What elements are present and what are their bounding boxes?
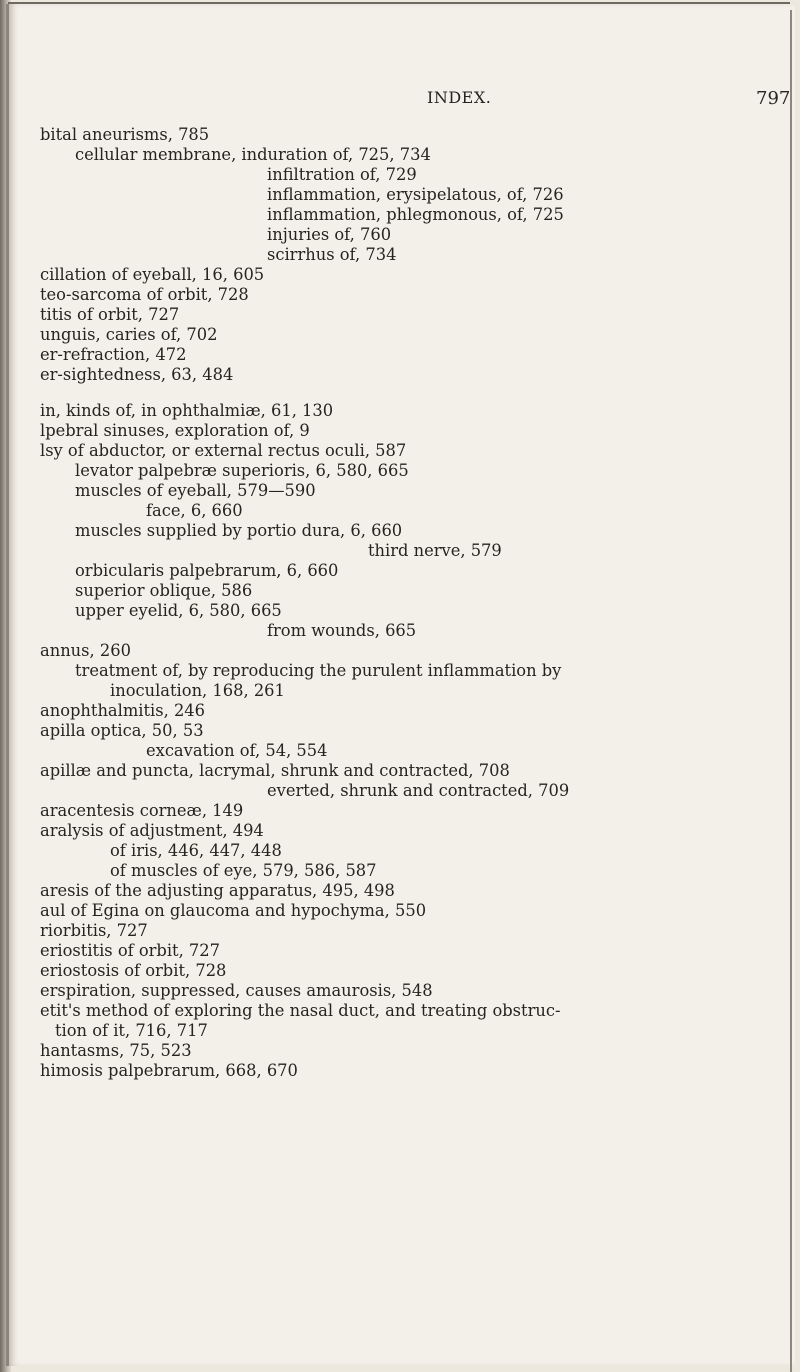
- index-entry: teo-sarcoma of orbit, 728: [40, 285, 249, 304]
- index-entry: lpebral sinuses, exploration of, 9: [40, 421, 310, 440]
- index-entry: er-refraction, 472: [40, 345, 187, 364]
- index-subentry: infiltration of, 729: [267, 165, 417, 184]
- index-entry: aracentesis corneæ, 149: [40, 801, 244, 820]
- index-entry: himosis palpebrarum, 668, 670: [40, 1061, 298, 1080]
- index-entry: apilla optica, 50, 53: [40, 721, 204, 740]
- index-subentry: of iris, 446, 447, 448: [110, 841, 282, 860]
- index-entry: etit's method of exploring the nasal duct, and treating obstruc-: [40, 1001, 561, 1020]
- index-entry: lsy of abductor, or external rectus oculi, 587: [40, 441, 407, 460]
- index-subentry: levator palpebræ superioris, 6, 580, 665: [75, 461, 409, 480]
- index-entry: eriostitis of orbit, 727: [40, 941, 221, 960]
- index-subentry: orbicularis palpebrarum, 6, 660: [75, 561, 339, 580]
- index-entry: unguis, caries of, 702: [40, 325, 218, 344]
- index-entry: titis of orbit, 727: [40, 305, 180, 324]
- index-subentry: injuries of, 760: [267, 225, 392, 244]
- index-entry: er-sightedness, 63, 484: [40, 365, 234, 384]
- index-entry: in, kinds of, in ophthalmiæ, 61, 130: [40, 401, 334, 420]
- page-number: 797: [756, 88, 791, 109]
- index-entry: bital aneurisms, 785: [40, 125, 210, 144]
- index-entry: apillæ and puncta, lacrymal, shrunk and contracted, 708: [40, 761, 510, 780]
- index-subentry: muscles of eyeball, 579—590: [75, 481, 316, 500]
- index-subentry: of muscles of eye, 579, 586, 587: [110, 861, 377, 880]
- index-subentry: excavation of, 54, 554: [146, 741, 328, 760]
- index-entry: eriostosis of orbit, 728: [40, 961, 227, 980]
- index-subentry: inoculation, 168, 261: [110, 681, 285, 700]
- index-entry: aresis of the adjusting apparatus, 495, 498: [40, 881, 395, 900]
- page-right-edge: [790, 10, 792, 1372]
- index-subentry: face, 6, 660: [146, 501, 243, 520]
- index-entry: hantasms, 75, 523: [40, 1041, 192, 1060]
- index-entry: anophthalmitis, 246: [40, 701, 206, 720]
- index-subentry: superior oblique, 586: [75, 581, 253, 600]
- index-subentry: upper eyelid, 6, 580, 665: [75, 601, 282, 620]
- index-subentry: inflammation, erysipelatous, of, 726: [267, 185, 564, 204]
- index-subentry: from wounds, 665: [267, 621, 417, 640]
- page-header: [0, 88, 800, 112]
- page-top-edge: [8, 2, 790, 4]
- index-entry: cillation of eyeball, 16, 605: [40, 265, 265, 284]
- index-subentry: scirrhus of, 734: [267, 245, 397, 264]
- index-subentry: everted, shrunk and contracted, 709: [267, 781, 570, 800]
- index-subentry: cellular membrane, induration of, 725, 734: [75, 145, 431, 164]
- running-title: INDEX.: [427, 88, 492, 107]
- index-entry-continuation: tion of it, 716, 717: [55, 1021, 208, 1040]
- index-entry: riorbitis, 727: [40, 921, 148, 940]
- index-entry: erspiration, suppressed, causes amaurosis, 548: [40, 981, 433, 1000]
- index-subentry: inflammation, phlegmonous, of, 725: [267, 205, 564, 224]
- index-entry: annus, 260: [40, 641, 131, 660]
- index-entry: aul of Egina on glaucoma and hypochyma, 550: [40, 901, 427, 920]
- index-subentry: muscles supplied by portio dura, 6, 660: [75, 521, 403, 540]
- index-subentry: treatment of, by reproducing the purulent inflammation by: [75, 661, 562, 680]
- index-entry: aralysis of adjustment, 494: [40, 821, 264, 840]
- index-subentry: third nerve, 579: [368, 541, 502, 560]
